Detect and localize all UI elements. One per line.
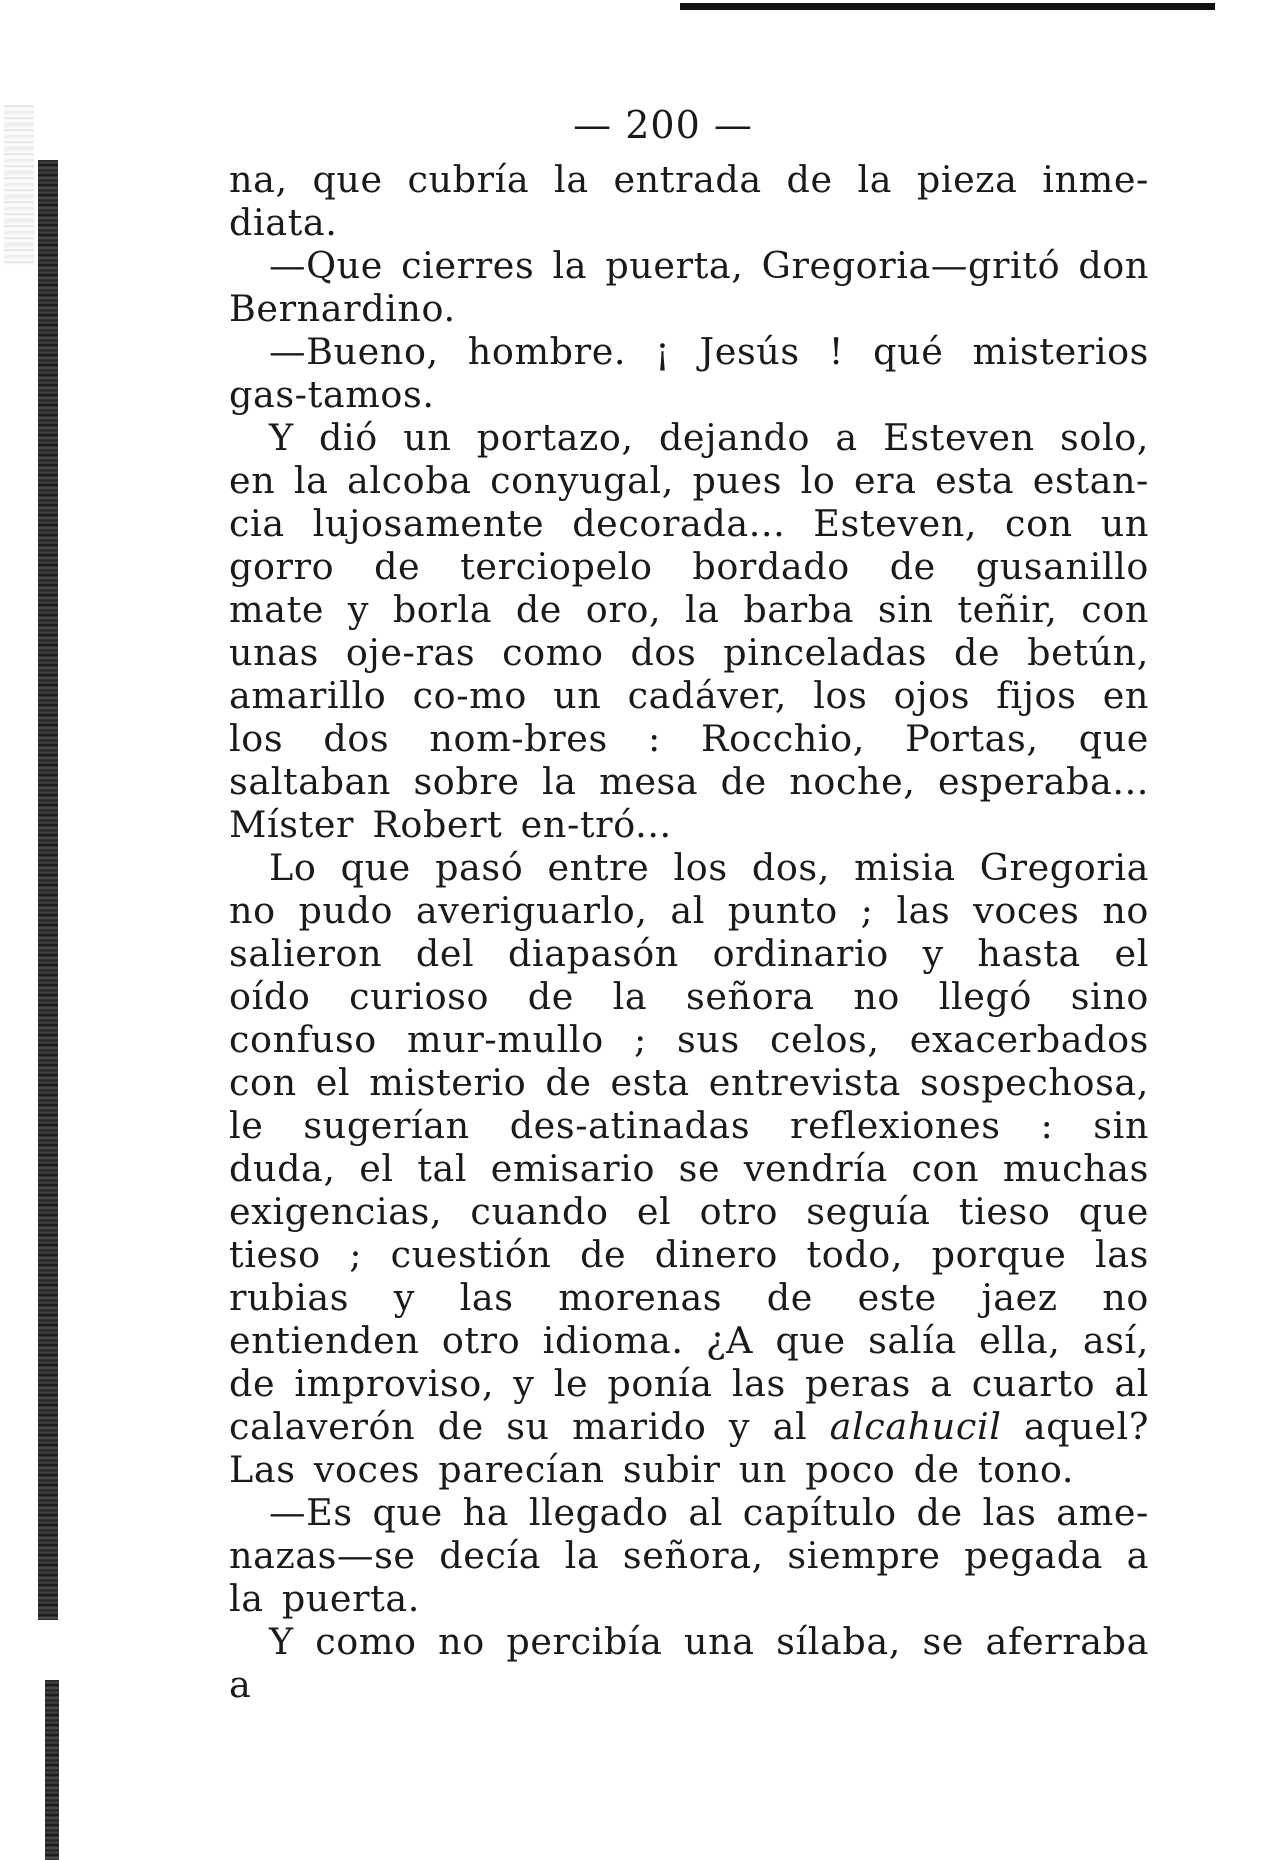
page-number: — 200 — bbox=[573, 103, 753, 147]
paragraph-text: —Que cierres la puerta, Gregoria—gritó don Bernardino. bbox=[229, 244, 1149, 330]
spine-stripe-upper bbox=[38, 160, 58, 1620]
paragraph bbox=[229, 244, 1149, 330]
paragraph-text: Y como no percibía una sílaba, se aferraba a bbox=[229, 1620, 1149, 1706]
spine-stripe-lower bbox=[45, 1680, 59, 1860]
paragraph bbox=[229, 158, 1149, 244]
paragraph-text: —Bueno, hombre. ¡ Jesús ! qué misterios gas-tamos. bbox=[229, 330, 1149, 416]
paragraph bbox=[229, 846, 1149, 1491]
italic-word: alcahucil bbox=[829, 1405, 1002, 1448]
paragraph-text: Y dió un portazo, dejando a Esteven solo, en la alcoba conyugal, pues lo era esta estan-cia lujosamente decorada... Esteven, con un gorro de terciopelo bordado de gusanillo mate y borla de oro, la barba sin teñir, con unas oje-ras como dos pinceladas de betún, amarillo co-mo un cadáver, los ojos fijos en los dos nom-bres : Rocchio, Portas, que saltaban sobre la mesa de noche, esperaba... Míster Robert en-tró... bbox=[229, 416, 1149, 846]
paragraph-text: na, que cubría la entrada de la pieza inme-diata. bbox=[229, 158, 1149, 244]
paragraph-text: Lo que pasó entre los dos, misia Gregoria no pudo averiguarlo, al punto ; las voces no salieron del diapasón ordinario y hasta el oído curioso de la señora no llegó sino confuso mur-mullo ; sus celos, exacerbados con el misterio de esta entrevista sospechosa, le sugerían des-atinadas reflexiones : sin duda, el tal emisario se vendría con muchas exigencias, cuando el otro seguía tieso que tieso ; cuestión de dinero todo, porque las rubias y las morenas de este jaez no entienden otro idioma. ¿A que salía ella, así, de improviso, y le ponía las peras a cuarto al calaverón de su marido y al bbox=[229, 846, 1149, 1448]
top-rule bbox=[680, 0, 1215, 14]
paragraph bbox=[229, 330, 1149, 416]
paragraph bbox=[229, 1620, 1149, 1706]
body-text bbox=[229, 158, 1149, 1706]
paragraph-text: aquel? Las voces parecían subir un poco de tono. bbox=[229, 1405, 1150, 1491]
paragraph bbox=[229, 1491, 1149, 1620]
paragraph-text: —Es que ha llegado al capítulo de las ame-nazas—se decía la señora, siempre pegada a la puerta. bbox=[229, 1491, 1149, 1620]
book-spine-edge bbox=[0, 105, 72, 1785]
paragraph bbox=[229, 416, 1149, 846]
